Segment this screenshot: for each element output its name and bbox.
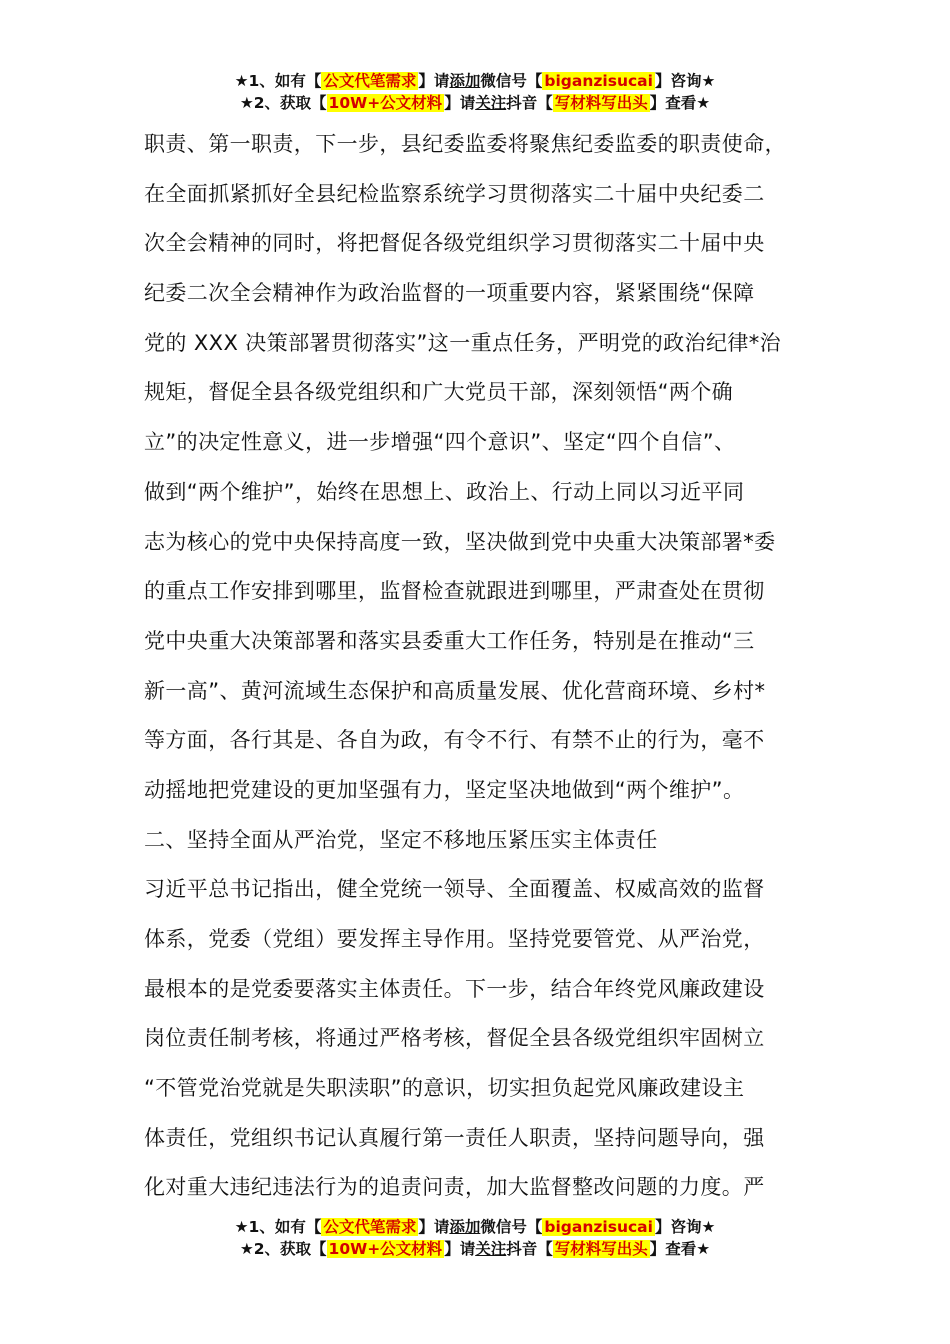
body-line: 次全会精神的同时，将把督促各级党组织学习贯彻落实二十届中央 <box>144 231 765 256</box>
body-line: 化对重大违纪违法行为的追责问责，加大监督整改问题的力度。严 <box>144 1175 765 1200</box>
banner-underlined-text: 关注 <box>475 94 507 112</box>
banner-text: 】请 <box>444 1240 476 1258</box>
banner-underlined-text: 添加 <box>449 72 481 90</box>
banner-highlight: biganzisucai <box>544 1218 653 1236</box>
body-line: 体系，党委（党组）要发挥主导作用。坚持党要管党、从严治党， <box>144 927 765 951</box>
body-line: 党中央重大决策部署和落实县委重大工作任务，特别是在推动“三 <box>144 628 755 653</box>
body-line: 职责、第一职责，下一步，县纪委监委将聚焦纪委监委的职责使命， <box>144 132 786 156</box>
banner-underlined-text: 添加 <box>449 1218 481 1236</box>
banner-line-1 <box>0 70 950 92</box>
banner-text: 】请 <box>444 94 476 112</box>
body-line: 体责任，党组织书记认真履行第一责任人职责，坚持问题导向，强 <box>144 1125 765 1150</box>
banner-text: ★2、获取【 <box>239 94 327 112</box>
banner-text: 】咨询★ <box>654 72 716 90</box>
body-line: 习近平总书记指出，健全党统一领导、全面覆盖、权威高效的监督 <box>144 877 765 902</box>
body-line: 最根本的是党委要落实主体责任。下一步，结合年终党风廉政建设 <box>144 976 765 1001</box>
banner-highlight: 公文代笔需求 <box>323 1218 417 1236</box>
banner-text: 抖音【 <box>506 94 553 112</box>
banner-text: 微信号【 <box>480 72 543 90</box>
body-line: 在全面抓紧抓好全县纪检监察系统学习贯彻落实二十届中央纪委二 <box>144 181 765 206</box>
document-body <box>144 120 816 1213</box>
body-line: 等方面，各行其是、各自为政，有令不行、有禁不止的行为，毫不 <box>144 728 765 753</box>
footer-banner <box>0 1216 950 1260</box>
banner-line-2 <box>0 92 950 114</box>
banner-highlight: 写材料写出头 <box>554 1240 648 1258</box>
banner-text: 】请 <box>418 72 450 90</box>
body-line: 做到“两个维护”，始终在思想上、政治上、行动上同以习近平同 <box>144 479 745 504</box>
banner-highlight: 写材料写出头 <box>554 94 648 112</box>
banner-highlight: biganzisucai <box>544 72 653 90</box>
banner-text: ★1、如有【 <box>234 72 322 90</box>
banner-text: ★1、如有【 <box>234 1218 322 1236</box>
body-line: 立”的决定性意义，进一步增强“四个意识”、坚定“四个自信”、 <box>144 430 736 455</box>
body-line: 岗位责任制考核，将通过严格考核，督促全县各级党组织牢固树立 <box>144 1026 765 1051</box>
banner-highlight: 10W+公文材料 <box>328 94 443 112</box>
banner-text: 微信号【 <box>480 1218 543 1236</box>
body-line: 纪委二次全会精神作为政治监督的一项重要内容，紧紧围绕“保障 <box>144 281 755 306</box>
banner-text: 】请 <box>418 1218 450 1236</box>
banner-text: 抖音【 <box>506 1240 553 1258</box>
banner-line-2 <box>0 1238 950 1260</box>
banner-highlight: 10W+公文材料 <box>328 1240 443 1258</box>
banner-underlined-text: 关注 <box>475 1240 507 1258</box>
banner-text: 】咨询★ <box>654 1218 716 1236</box>
body-line: 的重点工作安排到哪里，监督检查就跟进到哪里，严肃查处在贯彻 <box>144 579 765 604</box>
banner-text: 】查看★ <box>649 1240 711 1258</box>
banner-highlight: 公文代笔需求 <box>323 72 417 90</box>
banner-text: ★2、获取【 <box>239 1240 327 1258</box>
body-line: 新一高”、黄河流域生态保护和高质量发展、优化营商环境、乡村* <box>144 678 766 703</box>
header-banner <box>0 70 950 114</box>
body-line: 动摇地把党建设的更加坚强有力，坚定坚决地做到“两个维护”。 <box>144 777 745 802</box>
body-line: 志为核心的党中央保持高度一致，坚决做到党中央重大决策部署*委 <box>144 529 776 554</box>
banner-text: 】查看★ <box>649 94 711 112</box>
body-line: “不管党治党就是失职渎职”的意识，切实担负起党风廉政建设主 <box>144 1076 745 1101</box>
body-line: 党的 XXX 决策部署贯彻落实”这一重点任务，严明党的政治纪律*治 <box>144 330 782 355</box>
body-line: 规矩，督促全县各级党组织和广大党员干部，深刻领悟“两个确 <box>144 380 734 405</box>
banner-line-1 <box>0 1216 950 1238</box>
section-heading: 二、坚持全面从严治党，坚定不移地压紧压实主体责任 <box>144 827 658 852</box>
